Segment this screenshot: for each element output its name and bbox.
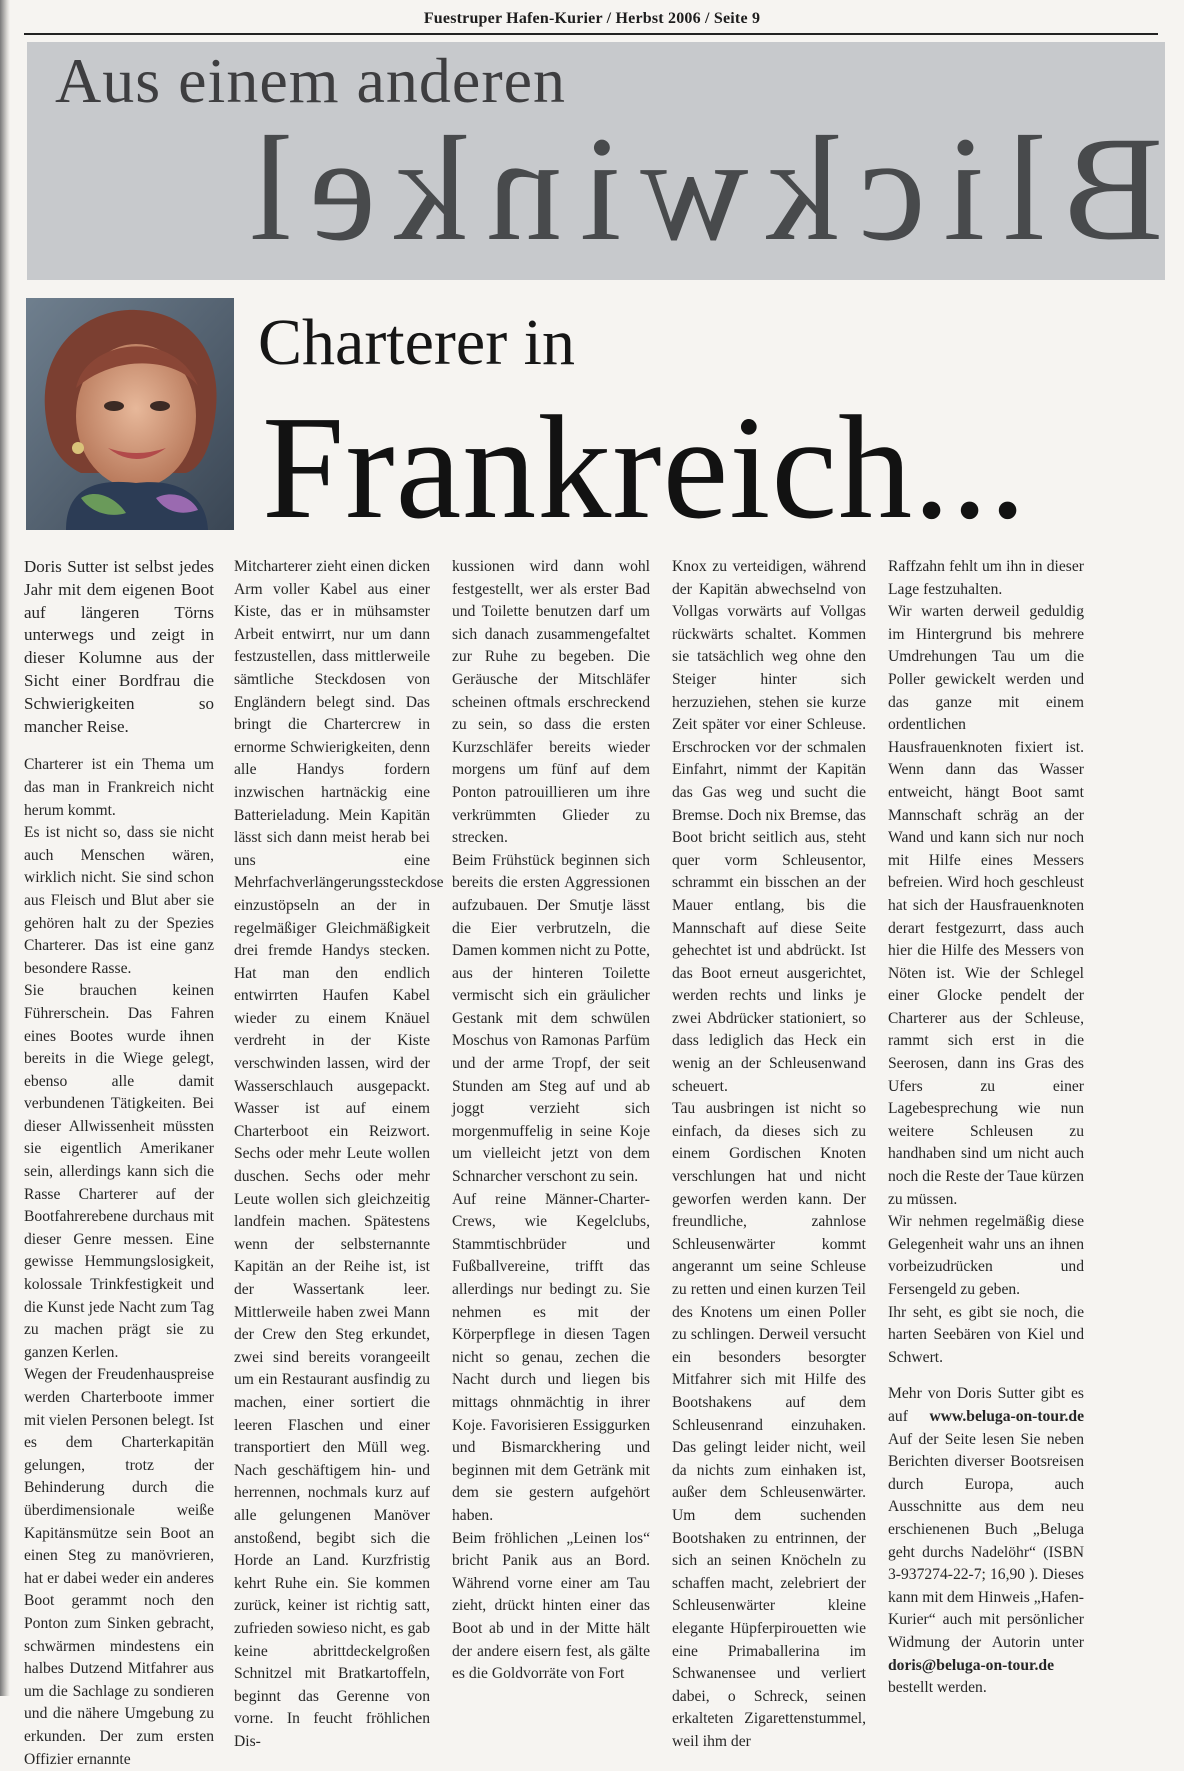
- paragraph: kussionen wird dann wohl festgestellt, wer als erster Bad und Toilette benutzen darf um sich danach zusammengefaltet zur Ruhe zu begeben. Die Geräusche der Mitschläfer scheinen oftmals erschreckend zu sein, so dass die ersten Kurzschläfer bereits wieder morgens um fünf auf dem Ponton patrouillieren um ihre verkrümmten Glieder zu strecken.: [452, 558, 650, 847]
- page-header: Fuestruper Hafen-Kurier / Herbst 2006 / Seite 9: [423, 10, 761, 27]
- author-note-end: bestellt werden.: [888, 1679, 987, 1697]
- paragraph-gap: [888, 1369, 1084, 1383]
- text-column-5: [888, 556, 1084, 1697]
- article-title-line1: Charterer in: [258, 306, 576, 379]
- paragraph: Sie brauchen keinen Führerschein. Das Fahren eines Bootes wurde ihnen bereits in die Wiege gelegt, ebenso alle damit verbundenen Tätigkeiten. Bei dieser Allwissenheit müssten sie eigentlich Amerikaner sein, allerdings kann sich die Rasse Charterer auf der Bootfahrerebene durchaus mit dieser Genre messen. Eine gewisse Hemmungslosigkeit, kolossale Trinkfestigkeit und die Kunst jede Nacht zum Tag zu machen prägt sie zu ganzen Kerlen.: [24, 982, 214, 1361]
- author-note: [888, 1383, 1084, 1699]
- paragraph: Charterer ist ein Thema um das man in Frankreich nicht herum kommt.: [24, 756, 214, 819]
- text-column-4: [672, 556, 866, 1750]
- author-note-lead: Mehr von Doris Sutter gibt es auf: [888, 1385, 1084, 1425]
- page-binding-shadow: [0, 0, 10, 1696]
- banner-title-line1: Aus einem anderen: [55, 45, 567, 116]
- paragraph: Es ist nicht so, dass sie nicht auch Menschen wären, wirklich nicht. Sie sind schon aus Fleisch und Blut aber sie gehören halt zu der Spezies Charterer. Das ist eine ganz besondere Rasse.: [24, 824, 214, 977]
- paragraph: Mitcharterer zieht einen dicken Arm voller Kabel aus einer Kiste, das er in mühsamster Arbeit entwirrt, nur um dann festzustellen, dass mittlerweile sämtliche Steckdosen von Engländern belegt sind. Das bringt die Chartercrew in ernorme Schwierigkeiten, denn alle Handys fordern inzwischen hartnäckig eine Batterieladung. Mein Kapitän lässt sich dann meist herab bei uns eine Mehrfachverlängerungssteckdose einzustöpseln an der in regelmäßiger Gleichmäßigkeit drei fremde Handys stecken. Hat man den endlich entwirrten Haufen Kabel wieder zu einem Knäuel verdreht in der Kiste verschwinden lassen, wird der Wasserschlauch ausgepackt. Wasser ist auf einem Charterboot ein Reizwort. Sechs oder mehr Leute wollen duschen. Sechs oder mehr Leute wollen sich gleichzeitig landfein machen. Spätestens wenn der selbsternannte Kapitän an der Reihe ist, ist der Wassertank leer. Mittlerweile haben zwei Mann der Crew den Steg erkundet, zwei sind bereits vorangeeilt um ein Restaurant ausfindig zu machen, einer sortiert die leeren Flaschen und einer transportiert den Müll weg. Nach geschäftigem hin- und herrennen, nochmals kurz auf alle gelungenen Manöver anstoßend, begibt sich die Horde an Land. Kurzfristig kehrt Ruhe ein. Sie kommen zurück, keiner ist richtig satt, zufrieden sowieso nicht, es gab keine abrittdeckelgroßen Schnitzel mit Bratkartoffeln, beginnt das Gerenne von vorne. In feucht fröhlichen Dis-: [234, 558, 444, 1750]
- header-rule: [24, 33, 1158, 35]
- email-link[interactable]: doris@beluga-on-tour.de: [888, 1656, 1054, 1674]
- text-column-1: [24, 556, 214, 1768]
- portrait-illustration: [26, 298, 234, 530]
- article-title-area: [236, 280, 1166, 550]
- paragraph: Ihr seht, es gibt sie noch, die harten Seebären von Kiel und Schwert.: [888, 1303, 1084, 1366]
- paragraph: Auf reine Männer-Charter-Crews, wie Kegelclubs, Stammtischbrüder und Fußballvereine, trifft das allerdings nur bedingt zu. Sie nehmen es mit der Körperpflege in diesen Tagen nicht so genau, zechen die Nacht durch und liegen bis mittags ohnmächtig in ihrer Koje. Favorisieren Essiggurken und Bismarckhering und beginnen mit dem Getränk mit dem sie gestern aufgehört haben.: [452, 1190, 650, 1524]
- paragraph: Raffzahn fehlt um ihn in dieser Lage festzuhalten.: [888, 558, 1084, 598]
- paragraph: Wir nehmen regelmäßig diese Gelegenheit wahr uns an ihnen vorbeizudrücken und Fersengeld zu geben.: [888, 1213, 1084, 1298]
- paragraph: Tau ausbringen ist nicht so einfach, da dieses sich zu einem Gordischen Knoten verschlungen hat und nicht geworfen werden kann. Der freundliche, zahnlose Schleusenwärter kommt angerannt um seine Schleuse zu retten und einen kurzen Teil des Knotens um einen Poller zu schlingen. Derweil versucht ein besonders besorgter Mitfahrer sich mit Hilfe des Bootshakens auf dem Schleusenrand einzuhaken. Das gelingt leider nicht, weil da nichts zum einhaken ist, außer dem Schleusenwärter. Um dem suchenden Bootshaken zu entrinnen, der sich an seinen Knöcheln zu schaffen macht, zelebriert der Schleusenwärter kleine elegante Hüpferpirouetten wie eine Primaballerina im Schwanensee und verliert dabei, o Schreck, seinen erkalteten Zigarettenstummel, weil ihm der: [672, 1100, 866, 1750]
- banner-title-mirrored: Blickwinkel: [231, 106, 1163, 272]
- author-note-body: Auf der Seite lesen Sie neben Berichten diverser Bootsreisen durch Europa, auch Ausschnitte aus dem neu erschienenen Buch „Beluga geht durchs Nadelöhr“ (ISBN 3-937274-22-7; 16,90 ). Dieses kann mit dem Hinweis „Hafen-Kurier“ auch mit persönlicher Widmung der Autorin unter: [888, 1430, 1084, 1651]
- paragraph: Wir warten derweil geduldig im Hintergrund bis mehrere Umdrehungen Tau um die Poller gewickelt werden und das ganze mit einem ordentlichen Hausfrauenknoten fixiert ist. Wenn dann das Wasser entweicht, hängt Boot samt Mannschaft schräg an der Wand und kann sich nur noch mit Hilfe eines Messers befreien. Wird hoch geschleust hat sich der Hausfrauenknoten derart festgezurrt, dass auch hier die Hilfe des Messers von Nöten ist. Wie der Schlegel einer Glocke pendelt der Charterer aus der Schleuse, rammt sich erst in die Seerosen, dann ins Gras des Ufers zu einer Lagebesprechung wie nun weitere Schleusen zu handhaben sind um nicht auch noch die Reste der Taue kürzen zu müssen.: [888, 603, 1084, 1208]
- column-banner: [27, 42, 1165, 280]
- paragraph: Beim fröhlichen „Leinen los“ bricht Panik aus an Bord. Während vorne einer am Tau zieht, drückt hinten einer das Boot ab und in der Mitte hält der andere eisern fest, als gälte es die Goldvorräte von Fort: [452, 1529, 650, 1683]
- website-link[interactable]: www.beluga-on-tour.de: [929, 1407, 1084, 1425]
- paragraph: Beim Frühstück beginnen sich bereits die ersten Aggressionen aufzubauen. Der Smutje lässt die Eier verbrutzeln, die Damen kommen nicht zu Potte, aus der hinteren Toilette vermischt sich ein gräulicher Gestank mit dem schwülen Moschus von Ramonas Parfüm und der arme Tropf, der seit Stunden am Steg auf und ab joggt verzieht sich morgenmuffelig in seine Koje um vielleicht jetzt von dem Schnarcher verschont zu sein.: [452, 851, 650, 1186]
- paragraph: Wegen der Freudenhauspreise werden Charterboote immer mit vielen Personen belegt. Ist es dem Charterkapitän gelungen, trotz der Behinderung durch die überdimensionale weiße Kapitänsmütze sein Boot an einen Steg zu manövrieren, hat er dabei weder ein anderes Boot gerammt noch den Ponton zum Sinken gebracht, schwärmen mindestens ein halbes Dutzend Mitfahrer aus um die Sachlage zu sondieren und die nähere Umgebung zu erkunden. Der zum ersten Offizier ernannte: [24, 1366, 214, 1768]
- paragraph: Knox zu verteidigen, während der Kapitän abwechselnd von Vollgas vorwärts auf Vollgas rückwärts schaltet. Kommen sie tatsächlich weg ohne den Steiger hinter sich herzuziehen, stehen sie kurze Zeit später vor einer Schleuse. Erschrocken vor der schmalen Einfahrt, nimmt der Kapitän das Gas weg und sucht die Bremse. Doch nix Bremse, das Boot bricht seitlich aus, steht quer vorm Schleusentor, schrammt ein bisschen an der Mauer entlang, bis die Mannschaft auf diese Seite gehechtet ist und abdrückt. Ist das Boot erneut ausgerichtet, werden rechts und links je zwei Abdrücker stationiert, so dass lediglich das Heck ein wenig an der Schleusenwand scheuert.: [672, 558, 866, 1095]
- text-column-2: [234, 556, 444, 1750]
- article-intro: Doris Sutter ist selbst jedes Jahr mit dem eigenen Boot auf längeren Törns unterwegs und zeigt in dieser Kolumne aus der Sicht einer Bordfrau die Schwierigkeiten so mancher Reise.: [24, 557, 214, 736]
- text-column-3: [452, 556, 650, 1686]
- author-photo: [26, 298, 234, 530]
- article-title-line2: Frankreich...: [262, 386, 1028, 550]
